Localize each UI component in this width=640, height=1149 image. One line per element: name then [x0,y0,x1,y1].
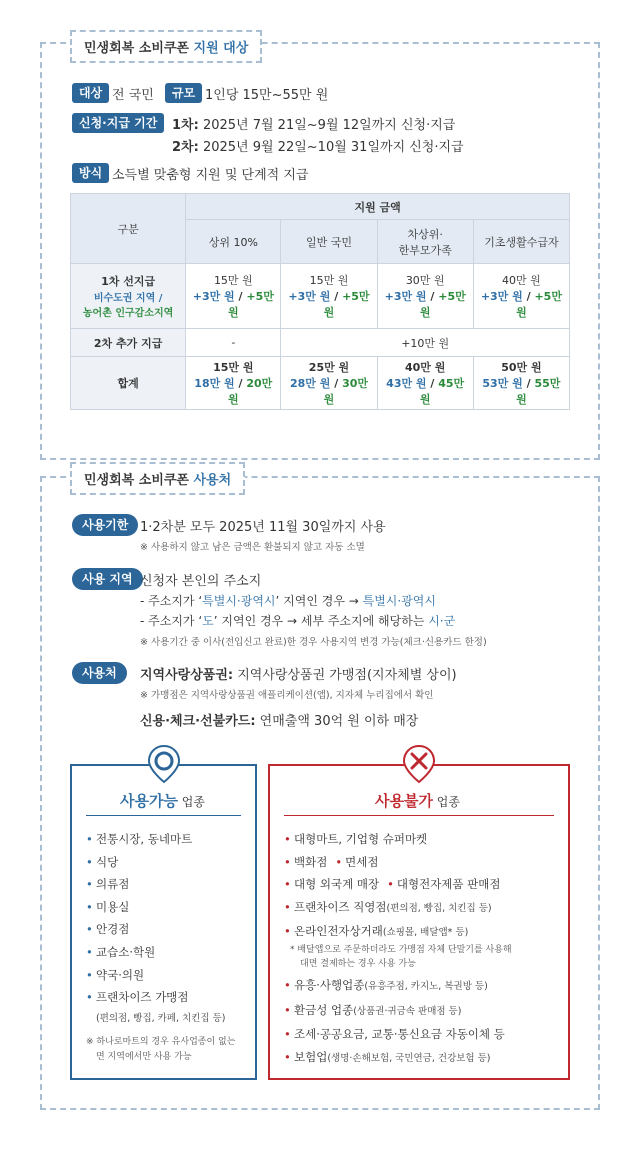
list-item: • 프랜차이즈 직영점(편의점, 빵집, 치킨집 등) [284,896,501,921]
list-item: • 온라인전자상거래(쇼핑몰, 배달앱* 등) [284,920,501,945]
denied-title: 사용불가 업종 [375,792,460,810]
dot-icon: • [284,978,291,992]
allowed-franchise-sub: (편의점, 빵집, 카페, 치킨집 등) [96,1013,226,1024]
list-item: • 약국·의원 [86,964,192,987]
dot-icon: • [335,854,343,869]
list-item: • 유흥·사행업종(유흥주점, 카지노, 복권방 등) [284,974,505,999]
dot-icon: • [86,899,93,914]
list-item: • 대형 외국계 매장 • 대형전자제품 판매점 [284,873,501,896]
list-item: • 의류점 [86,873,192,896]
place-local-voucher: 지역사랑상품권: 지역사랑상품권 가맹점(지자체별 상이) [140,668,457,683]
list-item: • 전통시장, 동네마트 [86,828,192,851]
place-cards: 신용·체크·선불카드: 연매출액 30억 원 이하 매장 [140,714,419,729]
dot-icon: • [284,899,291,914]
region-metro-rule: - 주소지가 ‘특별시·광역시’ 지역인 경우 → 특별시·광역시 [140,594,436,608]
cell-total-top10: 15만 원 18만 원 / 20만 원 [186,357,281,410]
dot-icon: • [86,967,93,982]
round1-period: 1차: 2025년 7월 21일~9월 12일까지 신청·지급 [172,118,456,133]
eligibility-section-title: 민생회복 소비쿠폰 지원 대상 [70,30,262,63]
deadline-chip: 사용기한 [72,514,138,536]
list-item: • 안경점 [86,918,192,941]
dot-icon: • [86,944,93,959]
list-item: • 보험업(생명·손해보험, 국민연금, 건강보험 등) [284,1046,505,1071]
place-chip: 사용처 [72,662,127,684]
dot-icon: • [86,832,93,846]
dot-icon: • [284,924,291,939]
dot-icon: • [284,1049,291,1064]
denied-industries-box [268,764,570,1080]
denied-list [284,828,501,945]
cell-round2-top10: - [186,329,281,357]
list-item: • 대형마트, 기업형 슈퍼마켓 [284,828,501,851]
row-label-round1: 1차 선지급 비수도권 지역 / 농어촌 인구감소지역 [71,264,186,329]
allowed-note-line2: 면 지역에서만 사용 가능 [96,1052,192,1062]
denied-divider [284,815,554,816]
col-header-top10: 상위 10% [186,220,281,264]
table-row [71,264,570,329]
dot-icon: • [284,832,291,846]
dot-icon: • [284,1002,291,1017]
scale-chip: 규모 [165,83,202,103]
list-item: • 환금성 업종(상품권·귀금속 판매점 등) [284,999,505,1024]
list-item: • 교습소·학원 [86,941,192,964]
row-label-round2: 2차 추가 지급 [71,329,186,357]
region-province-rule: - 주소지가 ‘도’ 지역인 경우 → 세부 주소지에 해당하는 시·군 [140,614,456,628]
cell-total-basic: 50만 원 53만 원 / 55만 원 [473,357,569,410]
x-pin-icon [401,744,437,784]
table-corner: 구분 [71,194,186,264]
round2-period: 2차: 2025년 9월 22일~10월 31일까지 신청·지급 [172,140,464,155]
table-row [71,357,570,410]
region-chip: 사용 지역 [72,568,143,590]
cell-round1-general: 15만 원 +3만 원 / +5만 원 [281,264,377,329]
method-chip: 방식 [72,163,109,183]
place-local-voucher-note: ※ 가맹점은 지역사랑상품권 애플리케이션(앱), 지자체 누리집에서 확인 [140,690,434,701]
circle-pin-icon [146,744,182,784]
allowed-list [86,828,192,1009]
period-chip: 신청·지급 기간 [72,113,164,133]
dot-icon: • [387,877,394,892]
denied-delivery-note-1: * 배달앱으로 주문하더라도 가맹점 자체 단말기를 사용해 [290,945,512,955]
dot-icon: • [284,877,291,892]
cell-round2-rest: +10만 원 [281,329,570,357]
method-value: 소득별 맞춤형 지원 및 단계적 지급 [112,168,309,183]
dot-icon: • [86,854,93,869]
dot-icon: • [86,922,93,937]
cell-round1-top10: 15만 원 +3만 원 / +5만 원 [186,264,281,329]
cell-round1-near-poor: 30만 원 +3만 원 / +5만 원 [377,264,473,329]
usage-section-title: 민생회복 소비쿠폰 사용처 [70,462,245,495]
col-header-basic-recipient: 기초생활수급자 [473,220,569,264]
allowed-note-line1: ※ 하나로마트의 경우 유사업종이 없는 [86,1037,236,1047]
region-value: 신청자 본인의 주소지 [140,574,262,589]
region-note: ※ 사용기간 중 이사(전입신고 완료)한 경우 사용지역 변경 가능(체크·신용카드 한정) [140,637,487,648]
dot-icon: • [284,854,291,869]
target-value: 전 국민 [112,88,154,103]
dot-icon: • [284,1027,291,1042]
target-chip: 대상 [72,83,109,103]
dot-icon: • [86,990,93,1005]
deadline-value: 1·2차분 모두 2025년 11월 30일까지 사용 [140,520,386,535]
list-item: • 백화점 • 면세점 [284,851,501,874]
denied-delivery-note-2: 대면 결제하는 경우 사용 가능 [300,959,416,969]
list-item: • 조세·공공요금, 교통·통신요금 자동이체 등 [284,1023,505,1046]
list-item: • 프랜차이즈 가맹점 [86,986,192,1009]
cell-total-general: 25만 원 28만 원 / 30만 원 [281,357,377,410]
support-amount-table [70,193,570,410]
col-header-general: 일반 국민 [281,220,377,264]
scale-value: 1인당 15만~55만 원 [205,88,329,103]
allowed-industries-box [70,764,257,1080]
table-group-header: 지원 금액 [186,194,570,220]
table-row [71,329,570,357]
allowed-divider [86,815,241,816]
allowed-title: 사용가능 업종 [120,792,205,810]
list-item: • 식당 [86,851,192,874]
row-label-total: 합계 [71,357,186,410]
col-header-near-poor: 차상위· 한부모가족 [377,220,473,264]
cell-round1-basic: 40만 원 +3만 원 / +5만 원 [473,264,569,329]
dot-icon: • [86,877,93,892]
deadline-note: ※ 사용하지 않고 남은 금액은 환불되지 않고 자동 소멸 [140,542,365,553]
cell-total-near-poor: 40만 원 43만 원 / 45만 원 [377,357,473,410]
denied-list-2 [284,974,505,1070]
list-item: • 미용실 [86,896,192,919]
